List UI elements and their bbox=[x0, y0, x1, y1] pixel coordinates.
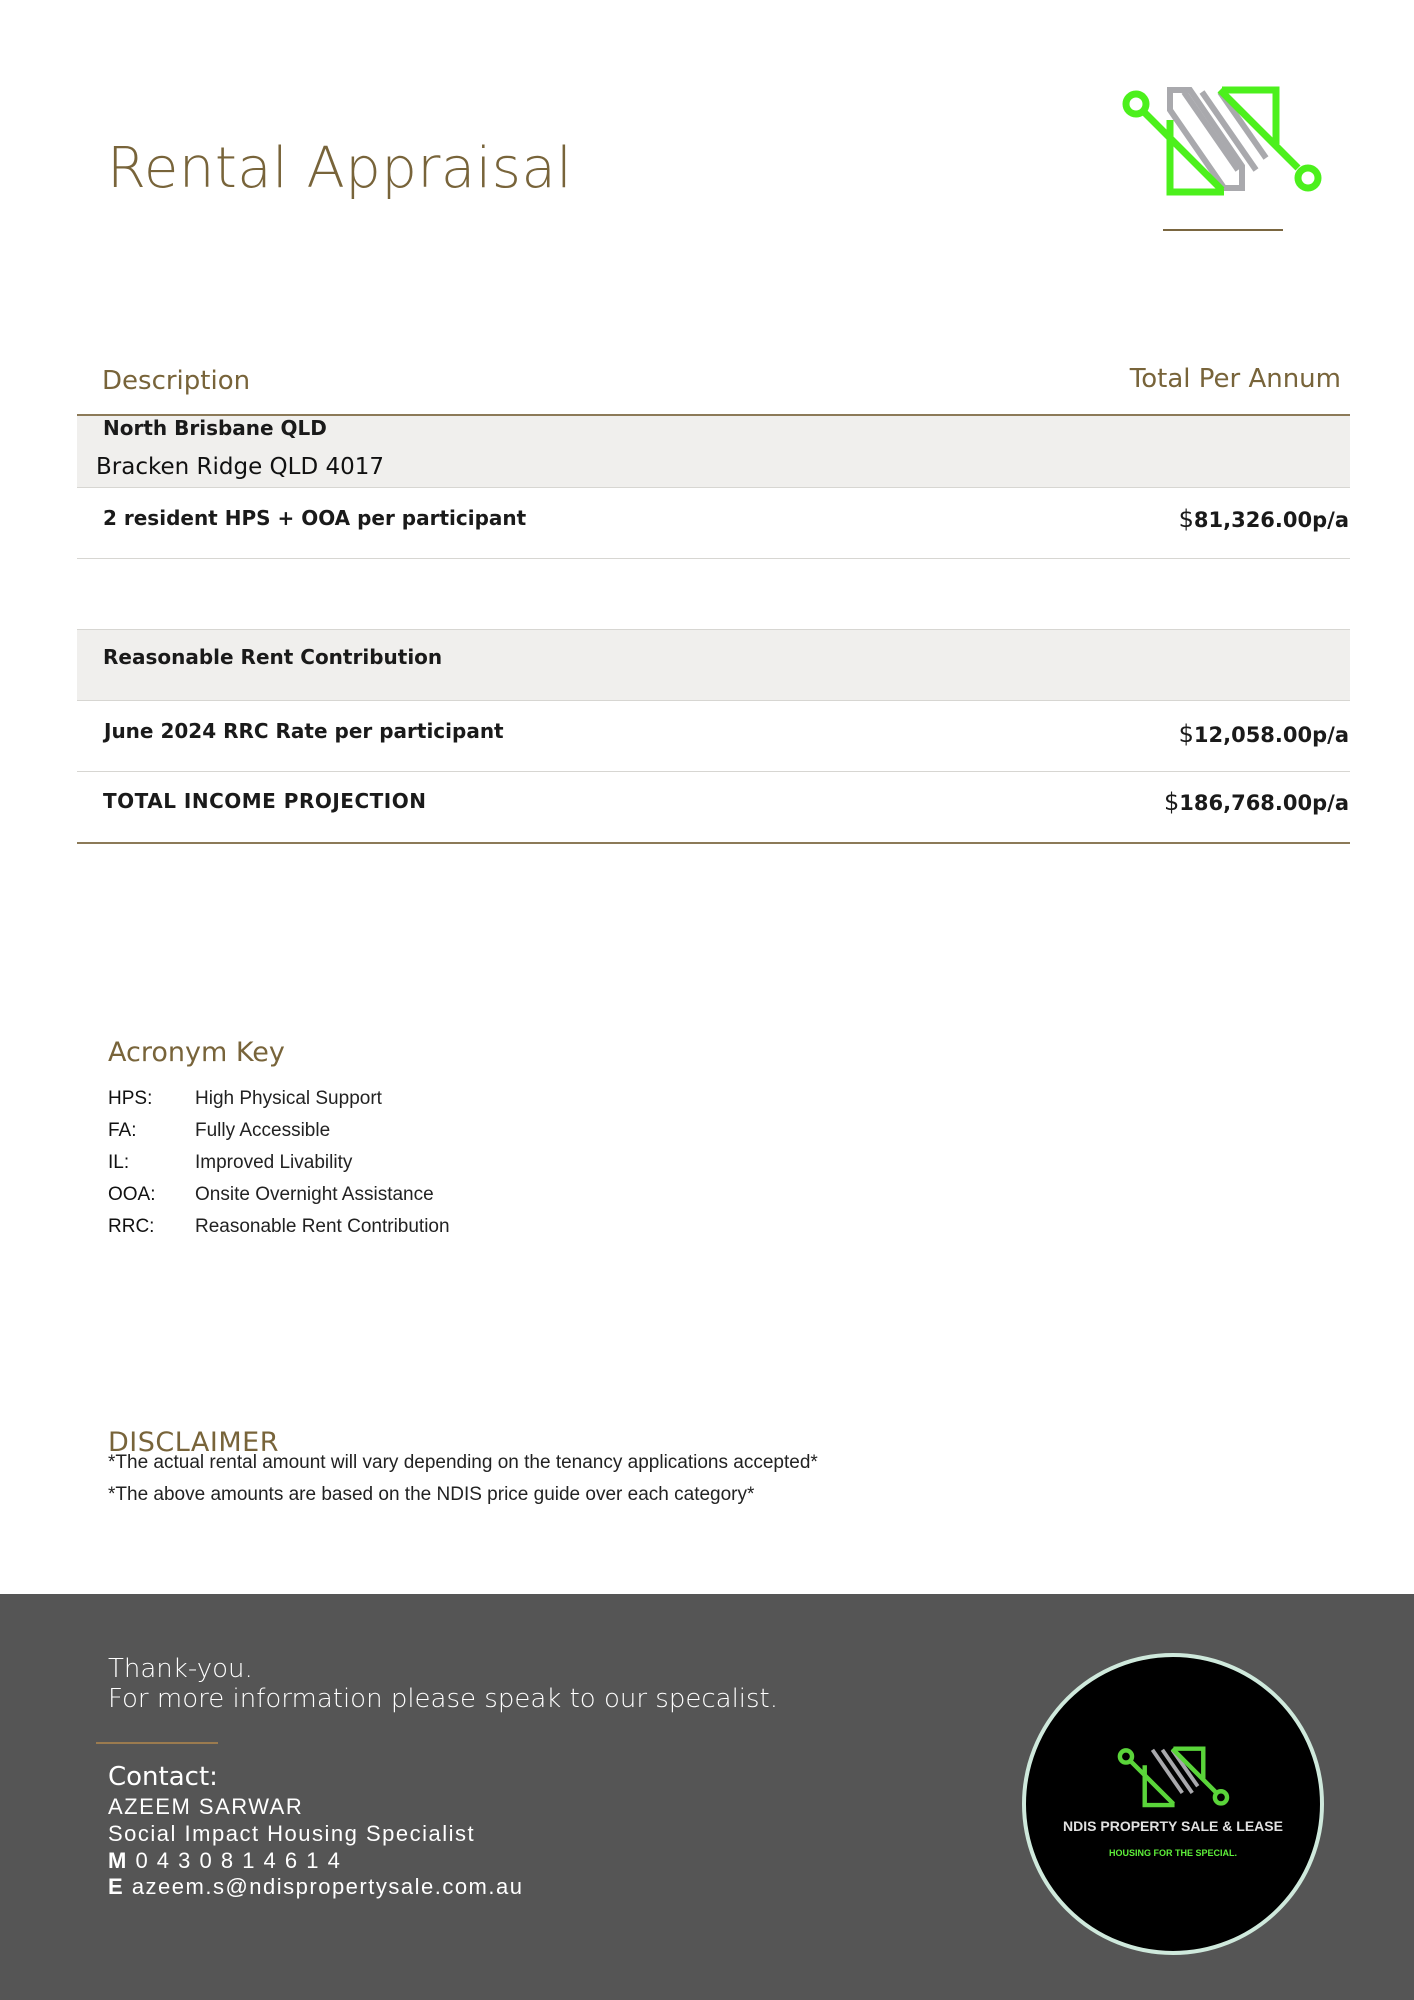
disclaimer-title: DISCLAIMER bbox=[108, 1427, 279, 1458]
acronym-value: Improved Livability bbox=[195, 1152, 353, 1173]
table-bottom-divider bbox=[77, 842, 1350, 844]
acronym-key: HPS: bbox=[108, 1088, 153, 1109]
mobile-number[interactable]: 0 4 3 0 8 1 4 6 1 4 bbox=[135, 1848, 342, 1873]
acronym-value: Reasonable Rent Contribution bbox=[195, 1216, 450, 1237]
ndis-logo-icon bbox=[1118, 84, 1328, 202]
row-amount-rrc-rate: $12,058.00p/a bbox=[1178, 720, 1349, 748]
row-label-rrc-rate: June 2024 RRC Rate per participant bbox=[104, 719, 504, 743]
acronym-key-title: Acronym Key bbox=[108, 1037, 285, 1068]
thanks-line: Thank-you. bbox=[108, 1654, 253, 1684]
acronym-key: OOA: bbox=[108, 1184, 156, 1205]
info-line: For more information please speak to our specalist. bbox=[108, 1684, 779, 1714]
contact-label: Contact: bbox=[108, 1762, 218, 1792]
acronym-value: High Physical Support bbox=[195, 1088, 382, 1109]
row-amount-hps-ooa: $81,326.00p/a bbox=[1178, 505, 1349, 533]
acronym-value: Onsite Overnight Assistance bbox=[195, 1184, 434, 1205]
row-divider bbox=[77, 700, 1350, 701]
disclaimer-line: *The above amounts are based on the NDIS price guide over each category* bbox=[108, 1484, 755, 1505]
badge-tagline: HOUSING FOR THE SPECIAL. bbox=[1108, 1848, 1237, 1858]
footer-divider bbox=[96, 1742, 218, 1744]
column-header-description: Description bbox=[102, 366, 251, 396]
disclaimer-line: *The actual rental amount will vary depending on the tenancy applications accepted* bbox=[108, 1452, 818, 1473]
total-label: TOTAL INCOME PROJECTION bbox=[103, 789, 427, 813]
column-header-total: Total Per Annum bbox=[1129, 364, 1341, 394]
section-title-location: North Brisbane QLD bbox=[103, 416, 327, 440]
contact-mobile: M 0 4 3 0 8 1 4 6 1 4 bbox=[108, 1848, 342, 1873]
acronym-key: RRC: bbox=[108, 1216, 155, 1237]
ndis-badge-logo-icon bbox=[1116, 1744, 1232, 1812]
contact-role: Social Impact Housing Specialist bbox=[108, 1821, 476, 1846]
total-amount: $186,768.00p/a bbox=[1163, 788, 1349, 816]
row-label-hps-ooa: 2 resident HPS + OOA per participant bbox=[103, 506, 527, 530]
acronym-key: IL: bbox=[108, 1152, 130, 1173]
email-link[interactable]: azeem.s@ndispropertysale.com.au bbox=[131, 1874, 524, 1899]
acronym-value: Fully Accessible bbox=[195, 1120, 331, 1141]
logo-underline bbox=[1163, 229, 1283, 231]
acronym-key: FA: bbox=[108, 1120, 137, 1141]
contact-name: AZEEM SARWAR bbox=[108, 1794, 304, 1819]
row-divider bbox=[77, 558, 1350, 559]
row-divider bbox=[77, 487, 1350, 488]
badge-brand-name: NDIS PROPERTY SALE & LEASE bbox=[1063, 1818, 1283, 1834]
section-subtitle-address: Bracken Ridge QLD 4017 bbox=[96, 454, 385, 480]
section-title-rrc: Reasonable Rent Contribution bbox=[103, 645, 443, 669]
contact-email: E azeem.s@ndispropertysale.com.au bbox=[108, 1874, 524, 1899]
page-title: Rental Appraisal bbox=[107, 136, 573, 201]
row-divider bbox=[77, 771, 1350, 772]
